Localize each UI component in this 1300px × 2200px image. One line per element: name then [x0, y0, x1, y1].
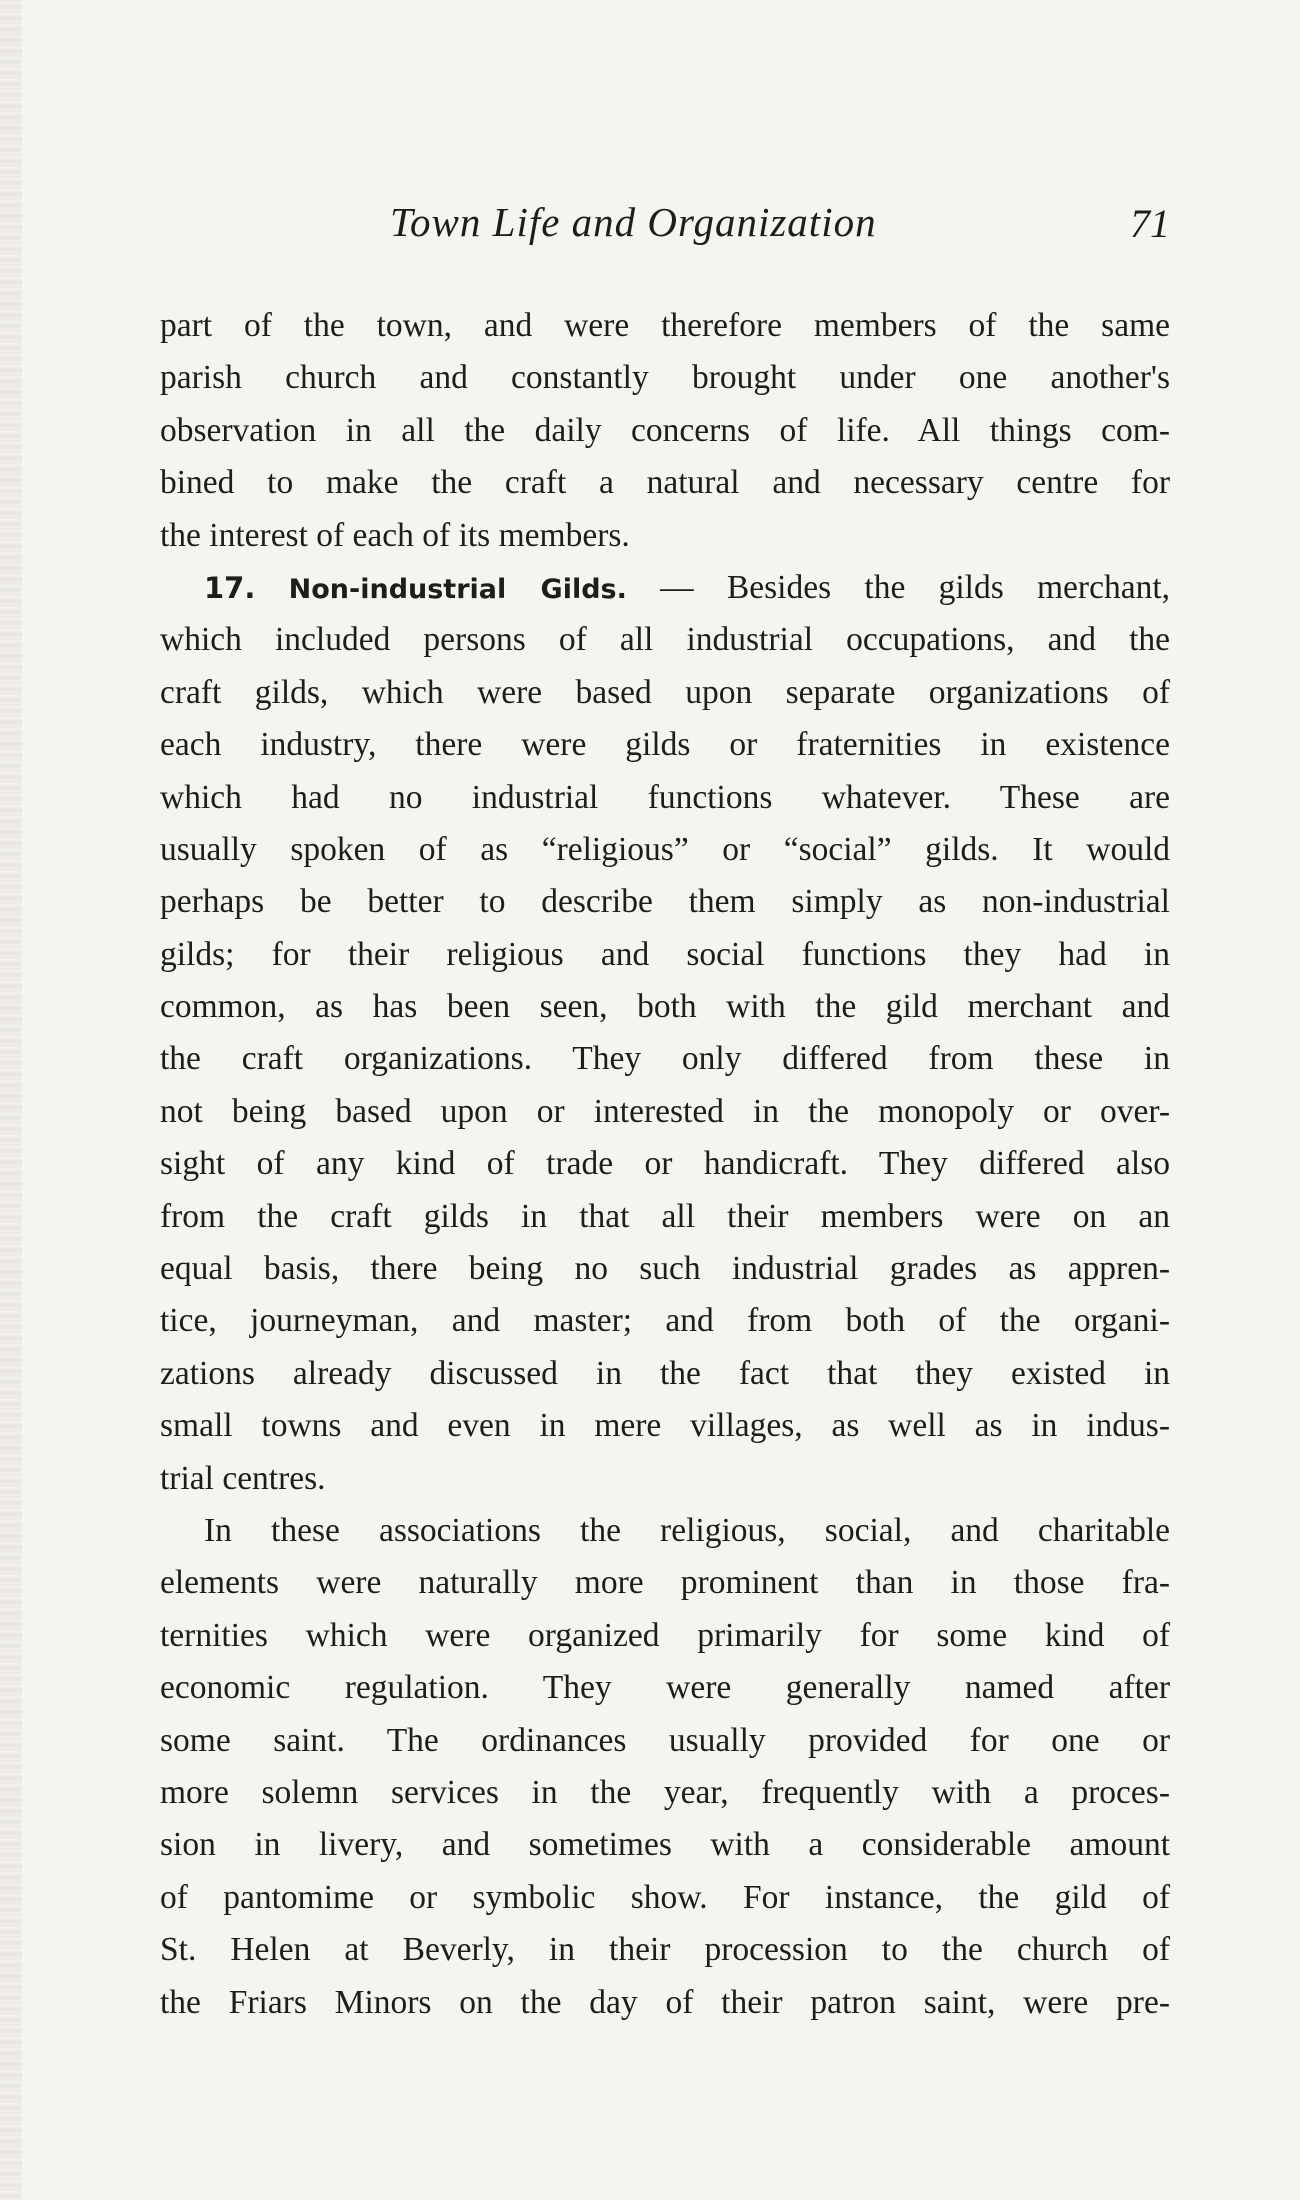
section-title: Non-industrial Gilds.	[288, 573, 627, 605]
page-number: 71	[1130, 201, 1170, 246]
text-line: parish church and constantly brought under one another's	[160, 359, 1170, 397]
text-line: common, as has been seen, both with the gild merchant and	[160, 988, 1170, 1026]
text-line: the craft organizations. They only differed from these in	[160, 1040, 1170, 1078]
section-number: 17.	[204, 570, 256, 605]
text-line: ternities which were organized primarily for some kind of	[160, 1616, 1170, 1654]
text-line: not being based upon or interested in the monopoly or over-	[160, 1092, 1170, 1130]
text-line: which included persons of all industrial occupations, and the	[160, 621, 1170, 659]
text-line: more solemn services in the year, frequently with a proces-	[160, 1773, 1170, 1811]
text-line: small towns and even in mere villages, as well as in indus-	[160, 1407, 1170, 1445]
page-header	[160, 198, 1170, 258]
text-line: part of the town, and were therefore members of the same	[160, 307, 1170, 344]
text-line: from the craft gilds in that all their members were on an	[160, 1197, 1170, 1235]
text-line: bined to make the craft a natural and necessary centre for	[160, 464, 1170, 502]
text-line: tice, journeyman, and master; and from both of the organi-	[160, 1302, 1170, 1340]
text-line: some saint. The ordinances usually provided for one or	[160, 1721, 1170, 1759]
text-line: each industry, there were gilds or fraternities in existence	[160, 726, 1170, 764]
text-line: zations already discussed in the fact that they existed in	[160, 1354, 1170, 1392]
text-line: the interest of each of its members.	[160, 516, 630, 554]
text-line: equal basis, there being no such industrial grades as appren-	[160, 1250, 1170, 1288]
text-line: observation in all the daily concerns of life. All things com-	[160, 411, 1170, 449]
text-line: trial centres.	[160, 1459, 326, 1497]
body-text	[160, 300, 1170, 2029]
scan-gutter-edge	[0, 0, 22, 2200]
running-title: Town Life and Organization	[390, 199, 877, 245]
section-heading-line	[160, 562, 1170, 614]
text-line: elements were naturally more prominent than in those fra-	[160, 1564, 1170, 1602]
text-line: which had no industrial functions whatever. These are	[160, 778, 1170, 816]
text-line: usually spoken of as “religious” or “social” gilds. It would	[160, 830, 1170, 868]
text-line: gilds; for their religious and social functions they had in	[160, 935, 1170, 973]
text-line: St. Helen at Beverly, in their procession to the church of	[160, 1931, 1170, 1969]
text-line: economic regulation. They were generally named after	[160, 1669, 1170, 1707]
text-line: of pantomime or symbolic show. For instance, the gild of	[160, 1878, 1170, 1916]
text-line: perhaps be better to describe them simply as non-industrial	[160, 883, 1170, 921]
section-first-line-text: — Besides the gilds merchant,	[660, 568, 1171, 606]
text-line: the Friars Minors on the day of their patron saint, were pre-	[160, 1983, 1170, 2021]
text-line: sight of any kind of trade or handicraft. They differed also	[160, 1145, 1170, 1183]
text-line: sion in livery, and sometimes with a considerable amount	[160, 1826, 1170, 1864]
text-line: craft gilds, which were based upon separate organizations of	[160, 673, 1170, 711]
text-line: In these associations the religious, social, and charitable	[204, 1511, 1170, 1549]
